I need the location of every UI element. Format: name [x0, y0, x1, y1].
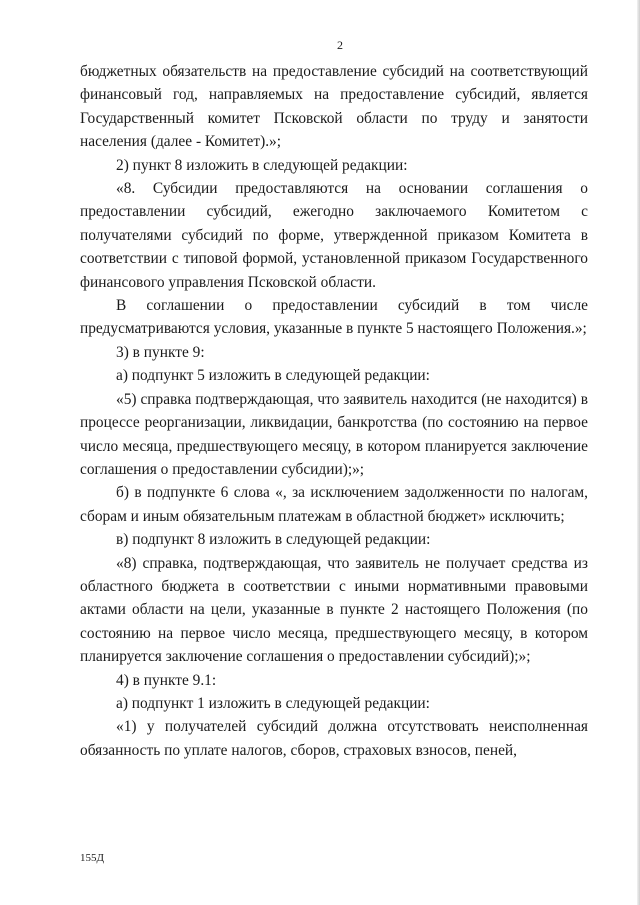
paragraph-clause-8: «8. Субсидии предоставляются на основании соглашения о предоставлении субсидий, ежегодно заключаемого Комитетом с получателями субсидий по форме, утвержденной приказом Комитета в соответствии с типовой формой, установленной приказом Государственного финансового управления Псковской области. — [80, 180, 588, 291]
paragraph-item-4: 4) в пункте 9.1: — [116, 671, 217, 689]
paragraph-agreement-conditions: В соглашении о предоставлении субсидий в том числе предусматриваются условия, указанные в пункте 5 настоящего Положения.»; — [80, 297, 588, 338]
paragraph-subitem-b-6: б) в подпункте 6 слова «, за исключением задолженности по налогам, сборам и иным обязательным платежам в областной бюджет» исключить; — [80, 484, 588, 525]
paragraph-subitem-a-1: а) подпункт 1 изложить в следующей редакции: — [116, 694, 430, 712]
paragraph-item-3: 3) в пункте 9: — [116, 343, 205, 361]
footer-document-code: 155Д — [80, 852, 105, 864]
paragraph-clause-1-obligations: «1) у получателей субсидий должна отсутствовать неисполненная обязанность по уплате налогов, сборов, страховых взносов, пеней, — [80, 718, 588, 759]
page-number: 2 — [337, 38, 343, 52]
document-body — [80, 60, 588, 762]
paragraph-clause-8-certificate: «8) справка, подтверждающая, что заявитель не получает средства из областного бюджета в соответствии с иными нормативными правовыми актами области на цели, указанные в пункте 2 настоящего Положения (по состоянию на первое число месяца, предшествующего месяцу, в котором планируется заключение соглашения о предоставлении субсидий);»; — [80, 554, 588, 666]
paragraph-subitem-a-5: а) подпункт 5 изложить в следующей редакции: — [116, 367, 430, 385]
paragraph-clause-5-certificate: «5) справка подтверждающая, что заявитель находится (не находится) в процессе реорганизации, ликвидации, банкротства (по состоянию на первое число месяца, предшествующего месяцу, в котором планируется заключение соглашения о предоставлении субсидии);»; — [80, 390, 588, 478]
paragraph-subitem-v-8: в) подпункт 8 изложить в следующей редакции: — [116, 531, 431, 549]
paragraph-budget-obligations: бюджетных обязательств на предоставление субсидий на соответствующий финансовый год, направляемых на предоставление субсидий, является Государственный комитет Псковской области по труду и занятости населения (далее - Комитет).»; — [80, 63, 588, 151]
paragraph-item-2: 2) пункт 8 изложить в следующей редакции: — [116, 156, 408, 174]
